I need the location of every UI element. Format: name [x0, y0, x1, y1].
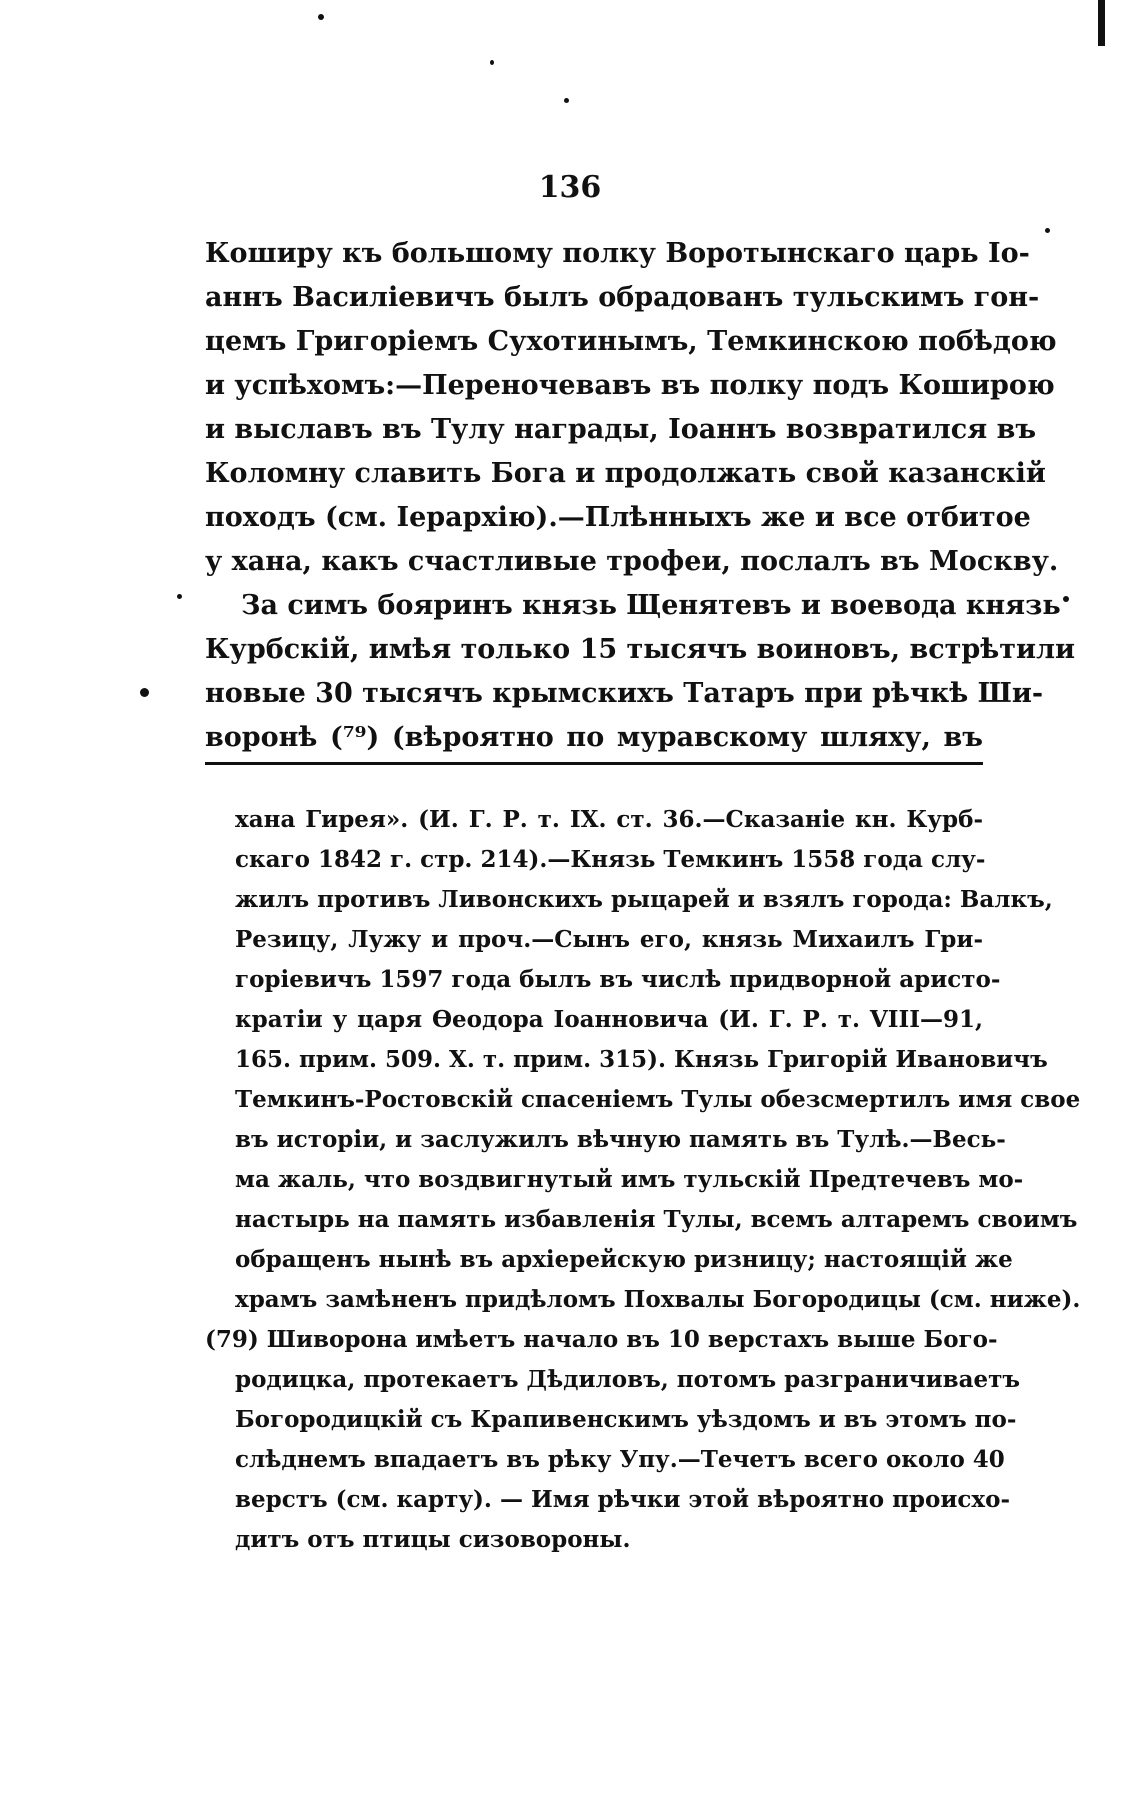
footnote-line: настырь на память избавленія Тулы, всемъ алтаремъ своимъ — [235, 1206, 1078, 1233]
page-number: 136 — [538, 170, 602, 205]
text-line: походъ (см. Іерархію).—Плѣнныхъ же и все отбитое — [205, 502, 1031, 533]
footnote-line: Темкинъ-Ростовскій спасеніемъ Тулы обезсмертилъ имя свое — [235, 1086, 1081, 1113]
ink-speck — [1063, 596, 1069, 602]
text-line: у хана, какъ счастливые трофеи, послалъ въ Москву. — [205, 546, 1059, 577]
footnote-line: скаго 1842 г. стр. 214).—Князь Темкинъ 1558 года слу- — [235, 846, 986, 873]
main-text-block — [205, 232, 1076, 760]
footnote-line: храмъ замѣненъ придѣломъ Похвалы Богородицы (см. ниже). — [235, 1286, 1081, 1313]
footnote-line: родицка, протекаетъ Дѣдиловъ, потомъ разграничиваетъ — [235, 1366, 1021, 1393]
text-line: новые 30 тысячъ крымскихъ Татаръ при рѣчкѣ Ши- — [205, 678, 1044, 709]
ink-speck — [1045, 228, 1050, 233]
ink-speck — [140, 688, 149, 697]
text-line: и успѣхомъ:—Переночевавъ въ полку подъ Коширою — [205, 370, 1055, 401]
text-line: цемъ Григоріемъ Сухотинымъ, Темкинскою побѣдою — [205, 326, 1057, 357]
footnote-line: кратіи у царя Ѳеодора Іоанновича (И. Г. Р. т. VIII—91, — [235, 1006, 983, 1033]
footnote-line: Резицу, Лужу и проч.—Сынъ его, князь Михаилъ Гри- — [235, 926, 983, 953]
footnotes-block — [205, 800, 1081, 1560]
footnote-line: горіевичъ 1597 года былъ въ числѣ придворной аристо- — [235, 966, 1001, 993]
footnote-line: верстъ (см. карту). — Имя рѣчки этой вѣроятно происхо- — [235, 1486, 1011, 1513]
text-line: воронѣ (⁷⁹) (вѣроятно по муравскому шляху, въ — [205, 722, 983, 753]
footnote-line: 165. прим. 509. X. т. прим. 315). Князь Григорій Ивановичъ — [235, 1046, 1048, 1073]
footnote-line: ма жаль, что воздвигнутый имъ тульскій Предтечевъ мо- — [235, 1166, 1024, 1193]
footnote-separator-rule — [205, 762, 983, 765]
ink-speck — [490, 60, 494, 65]
footnote-line: хана Гирея». (И. Г. Р. т. IX. ст. 36.—Сказаніе кн. Курб- — [235, 806, 983, 833]
page-edge-mark — [1098, 0, 1105, 46]
footnote-line: въ исторіи, и заслужилъ вѣчную память въ Тулѣ.—Весь- — [235, 1126, 1006, 1153]
text-line: и выславъ въ Тулу награды, Іоаннъ возвратился въ — [205, 414, 1037, 445]
footnote-line: слѣднемъ впадаетъ въ рѣку Упу.—Течетъ всего около 40 — [235, 1446, 1005, 1473]
ink-speck — [177, 594, 182, 599]
text-line: Коломну славить Бога и продолжать свой казанскій — [205, 458, 1046, 489]
footnote-line: дитъ отъ птицы сизовороны. — [235, 1526, 631, 1553]
footnote-line: Богородицкій съ Крапивенскимъ уѣздомъ и въ этомъ по- — [235, 1406, 1017, 1433]
ink-speck — [318, 14, 324, 20]
text-line: За симъ бояринъ князь Щенятевъ и воевода князь — [241, 590, 1061, 621]
footnote-line: (79) Шиворона имѣетъ начало въ 10 верстахъ выше Бого- — [205, 1326, 998, 1353]
text-line: Коширу къ большому полку Воротынскаго царь Іо- — [205, 238, 1030, 269]
footnote-line: жилъ противъ Ливонскихъ рыцарей и взялъ города: Валкъ, — [235, 886, 1053, 913]
footnote-line: обращенъ нынѣ въ архіерейскую ризницу; настоящій же — [235, 1246, 1013, 1273]
ink-speck — [564, 98, 569, 103]
text-line: аннъ Василіевичъ былъ обрадованъ тульскимъ гон- — [205, 282, 1040, 313]
text-line: Курбскій, имѣя только 15 тысячъ воиновъ, встрѣтили — [205, 634, 1076, 665]
